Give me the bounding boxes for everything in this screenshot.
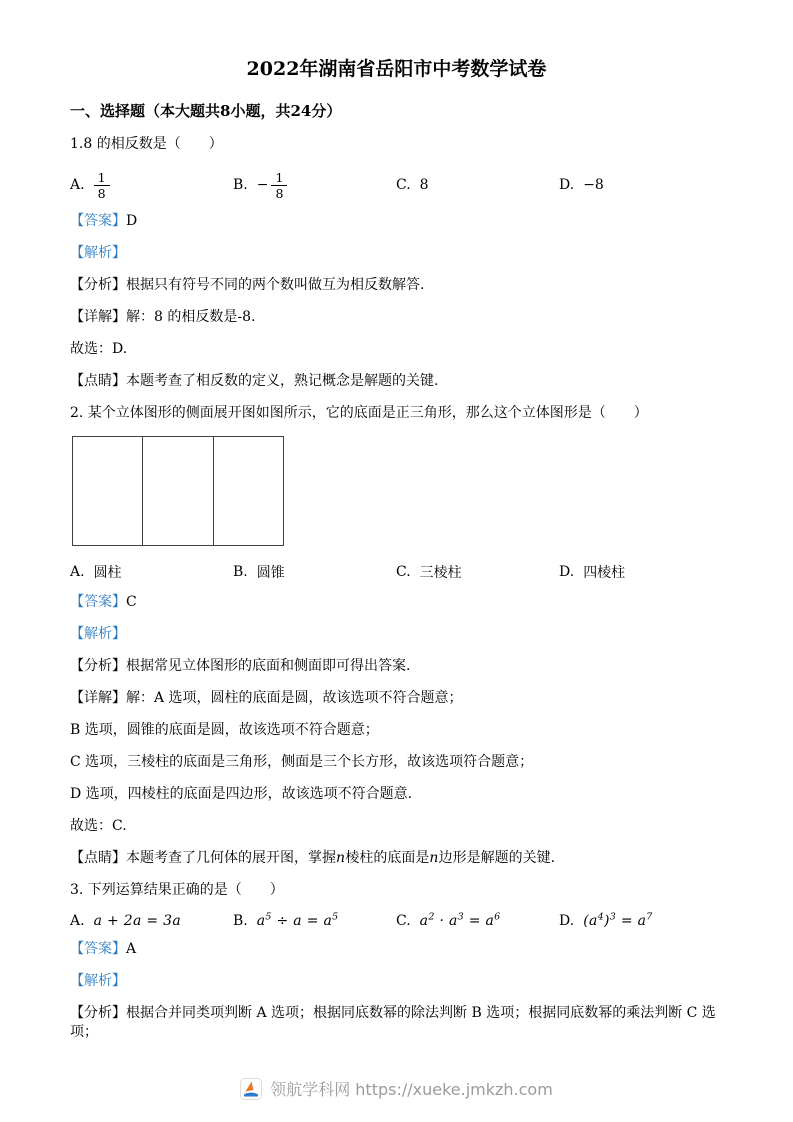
q1-option-b-fraction <box>271 170 287 201</box>
math-exponent: 2 <box>428 911 435 923</box>
q3-option-c <box>396 913 559 929</box>
q1-detail: 【详解】解：8 的相反数是-8. <box>70 309 256 325</box>
answer-label: 【答案】 <box>70 594 126 610</box>
q2-options-row <box>70 562 723 582</box>
note-text: 【点睛】本题考查了几何体的展开图，掌握 <box>70 850 336 866</box>
math-part: a <box>419 913 429 929</box>
q2-conclusion: 故选：C. <box>70 818 127 834</box>
option-value: −8 <box>583 177 604 193</box>
math-part: (a <box>583 913 598 929</box>
option-value: 圆锥 <box>256 565 285 581</box>
q2-option-b <box>233 562 396 582</box>
figure-panel <box>142 437 212 545</box>
fraction-numerator: 1 <box>275 169 284 185</box>
q3-option-a <box>70 913 233 929</box>
math-variable-n: n <box>336 850 346 866</box>
option-label: C. <box>396 564 411 580</box>
math-expression <box>583 913 652 929</box>
q2-detail-b: B 选项，圆锥的底面是圆，故该选项不符合题意； <box>70 722 379 738</box>
q1-note: 【点睛】本题考查了相反数的定义，熟记概念是解题的关键. <box>70 373 439 389</box>
q3-explanation-label: 【解析】 <box>70 973 126 989</box>
footer-watermark <box>0 1077 793 1100</box>
q3-option-d <box>559 913 653 929</box>
q2-option-d <box>559 562 625 582</box>
answer-label: 【答案】 <box>70 941 126 957</box>
q2-option-c <box>396 562 559 582</box>
math-part: = a <box>616 913 647 929</box>
q3-analysis: 【分析】根据合并同类项判断 A 选项；根据同底数幂的除法判断 B 选项；根据同底数幂的乘法判断 C 选项； <box>70 1005 716 1040</box>
math-part: · a <box>434 913 458 929</box>
math-exponent: 5 <box>265 911 272 923</box>
fraction-numerator: 1 <box>97 169 106 185</box>
fraction-denominator: 8 <box>271 185 287 201</box>
section-heading: 一、选择题（本大题共8小题，共24分） <box>70 102 342 120</box>
q3-stem: 3. 下列运算结果正确的是（ ） <box>70 882 284 898</box>
fraction-denominator: 8 <box>94 185 110 201</box>
math-expression: a + 2a = 3a <box>93 913 181 929</box>
option-label: D. <box>559 913 575 929</box>
math-exponent: 3 <box>609 911 617 923</box>
q2-detail-c: C 选项，三棱柱的底面是三角形，侧面是三个长方形，故该选项符合题意； <box>70 754 534 770</box>
q2-answer-line <box>70 593 723 612</box>
q2-stem: 2. 某个立体图形的侧面展开图如图所示，它的底面是正三角形，那么这个立体图形是（ ） <box>70 405 648 421</box>
q1-stem: 1.8 的相反数是（ ） <box>70 136 223 152</box>
q3-answer-value: A <box>126 941 137 957</box>
q1-analysis: 【分析】根据只有符号不同的两个数叫做互为相反数解答. <box>70 277 425 293</box>
q2-detail-d: D 选项，四棱柱的底面是四边形，故该选项不符合题意. <box>70 786 413 802</box>
q3-option-b <box>233 913 396 929</box>
q2-detail-a: 【详解】解：A 选项，圆柱的底面是圆，故该选项不符合题意； <box>70 690 463 706</box>
figure-panel <box>73 437 142 545</box>
option-value: 8 <box>419 177 429 193</box>
math-part: = a <box>463 913 495 929</box>
option-label: C. <box>396 177 411 193</box>
q1-answer-value: D <box>126 213 138 229</box>
answer-label: 【答案】 <box>70 213 126 229</box>
option-value: 圆柱 <box>93 565 122 581</box>
xueke-logo-icon <box>240 1078 262 1100</box>
math-exponent: 4 <box>597 911 604 923</box>
option-label: A. <box>70 564 85 580</box>
q2-option-a <box>70 562 233 582</box>
footer-text: 领航学科网 https://xueke.jmkzh.com <box>270 1080 553 1099</box>
option-label: D. <box>559 177 575 193</box>
math-exponent: 6 <box>494 911 501 923</box>
figure-panel <box>213 437 283 545</box>
q1-option-a <box>70 170 233 201</box>
math-exponent: 3 <box>457 911 464 923</box>
q1-explanation-label: 【解析】 <box>70 245 126 261</box>
q1-conclusion: 故选：D. <box>70 341 128 357</box>
option-label: D. <box>559 564 575 580</box>
math-expression <box>420 913 501 929</box>
option-label: A. <box>70 913 85 929</box>
option-label: B. <box>233 177 248 193</box>
page-title: 2022年湖南省岳阳市中考数学试卷 <box>246 58 547 80</box>
q2-answer-value: C <box>126 594 137 610</box>
math-part: a <box>256 913 266 929</box>
q2-note <box>70 849 723 868</box>
q1-option-b <box>233 170 396 201</box>
q3-answer-line <box>70 940 723 959</box>
option-label: B. <box>233 564 248 580</box>
q2-explanation-label: 【解析】 <box>70 626 126 642</box>
math-part: ÷ a = a <box>271 913 333 929</box>
q3-options-row <box>70 913 723 929</box>
math-variable-n: n <box>429 850 439 866</box>
option-label: B. <box>233 913 248 929</box>
q1-options-row <box>70 167 723 203</box>
q1-option-a-fraction <box>94 170 110 201</box>
q1-answer-line <box>70 212 723 231</box>
q2-analysis: 【分析】根据常见立体图形的底面和侧面即可得出答案. <box>70 658 411 674</box>
option-value: 四棱柱 <box>583 565 626 581</box>
math-exponent: 7 <box>646 911 653 923</box>
q1-option-d <box>559 177 604 193</box>
math-exponent: 5 <box>332 911 339 923</box>
note-text: 棱柱的底面是 <box>345 850 430 866</box>
option-value: 三棱柱 <box>419 565 462 581</box>
option-label: A. <box>70 177 85 193</box>
math-expression <box>257 913 339 929</box>
note-text: 边形是解题的关键. <box>438 850 556 866</box>
q1-option-c <box>396 177 559 193</box>
q2-prism-net-figure <box>72 436 284 546</box>
option-label: C. <box>396 913 411 929</box>
math-part: ) <box>603 913 610 929</box>
minus-sign: − <box>256 177 269 193</box>
